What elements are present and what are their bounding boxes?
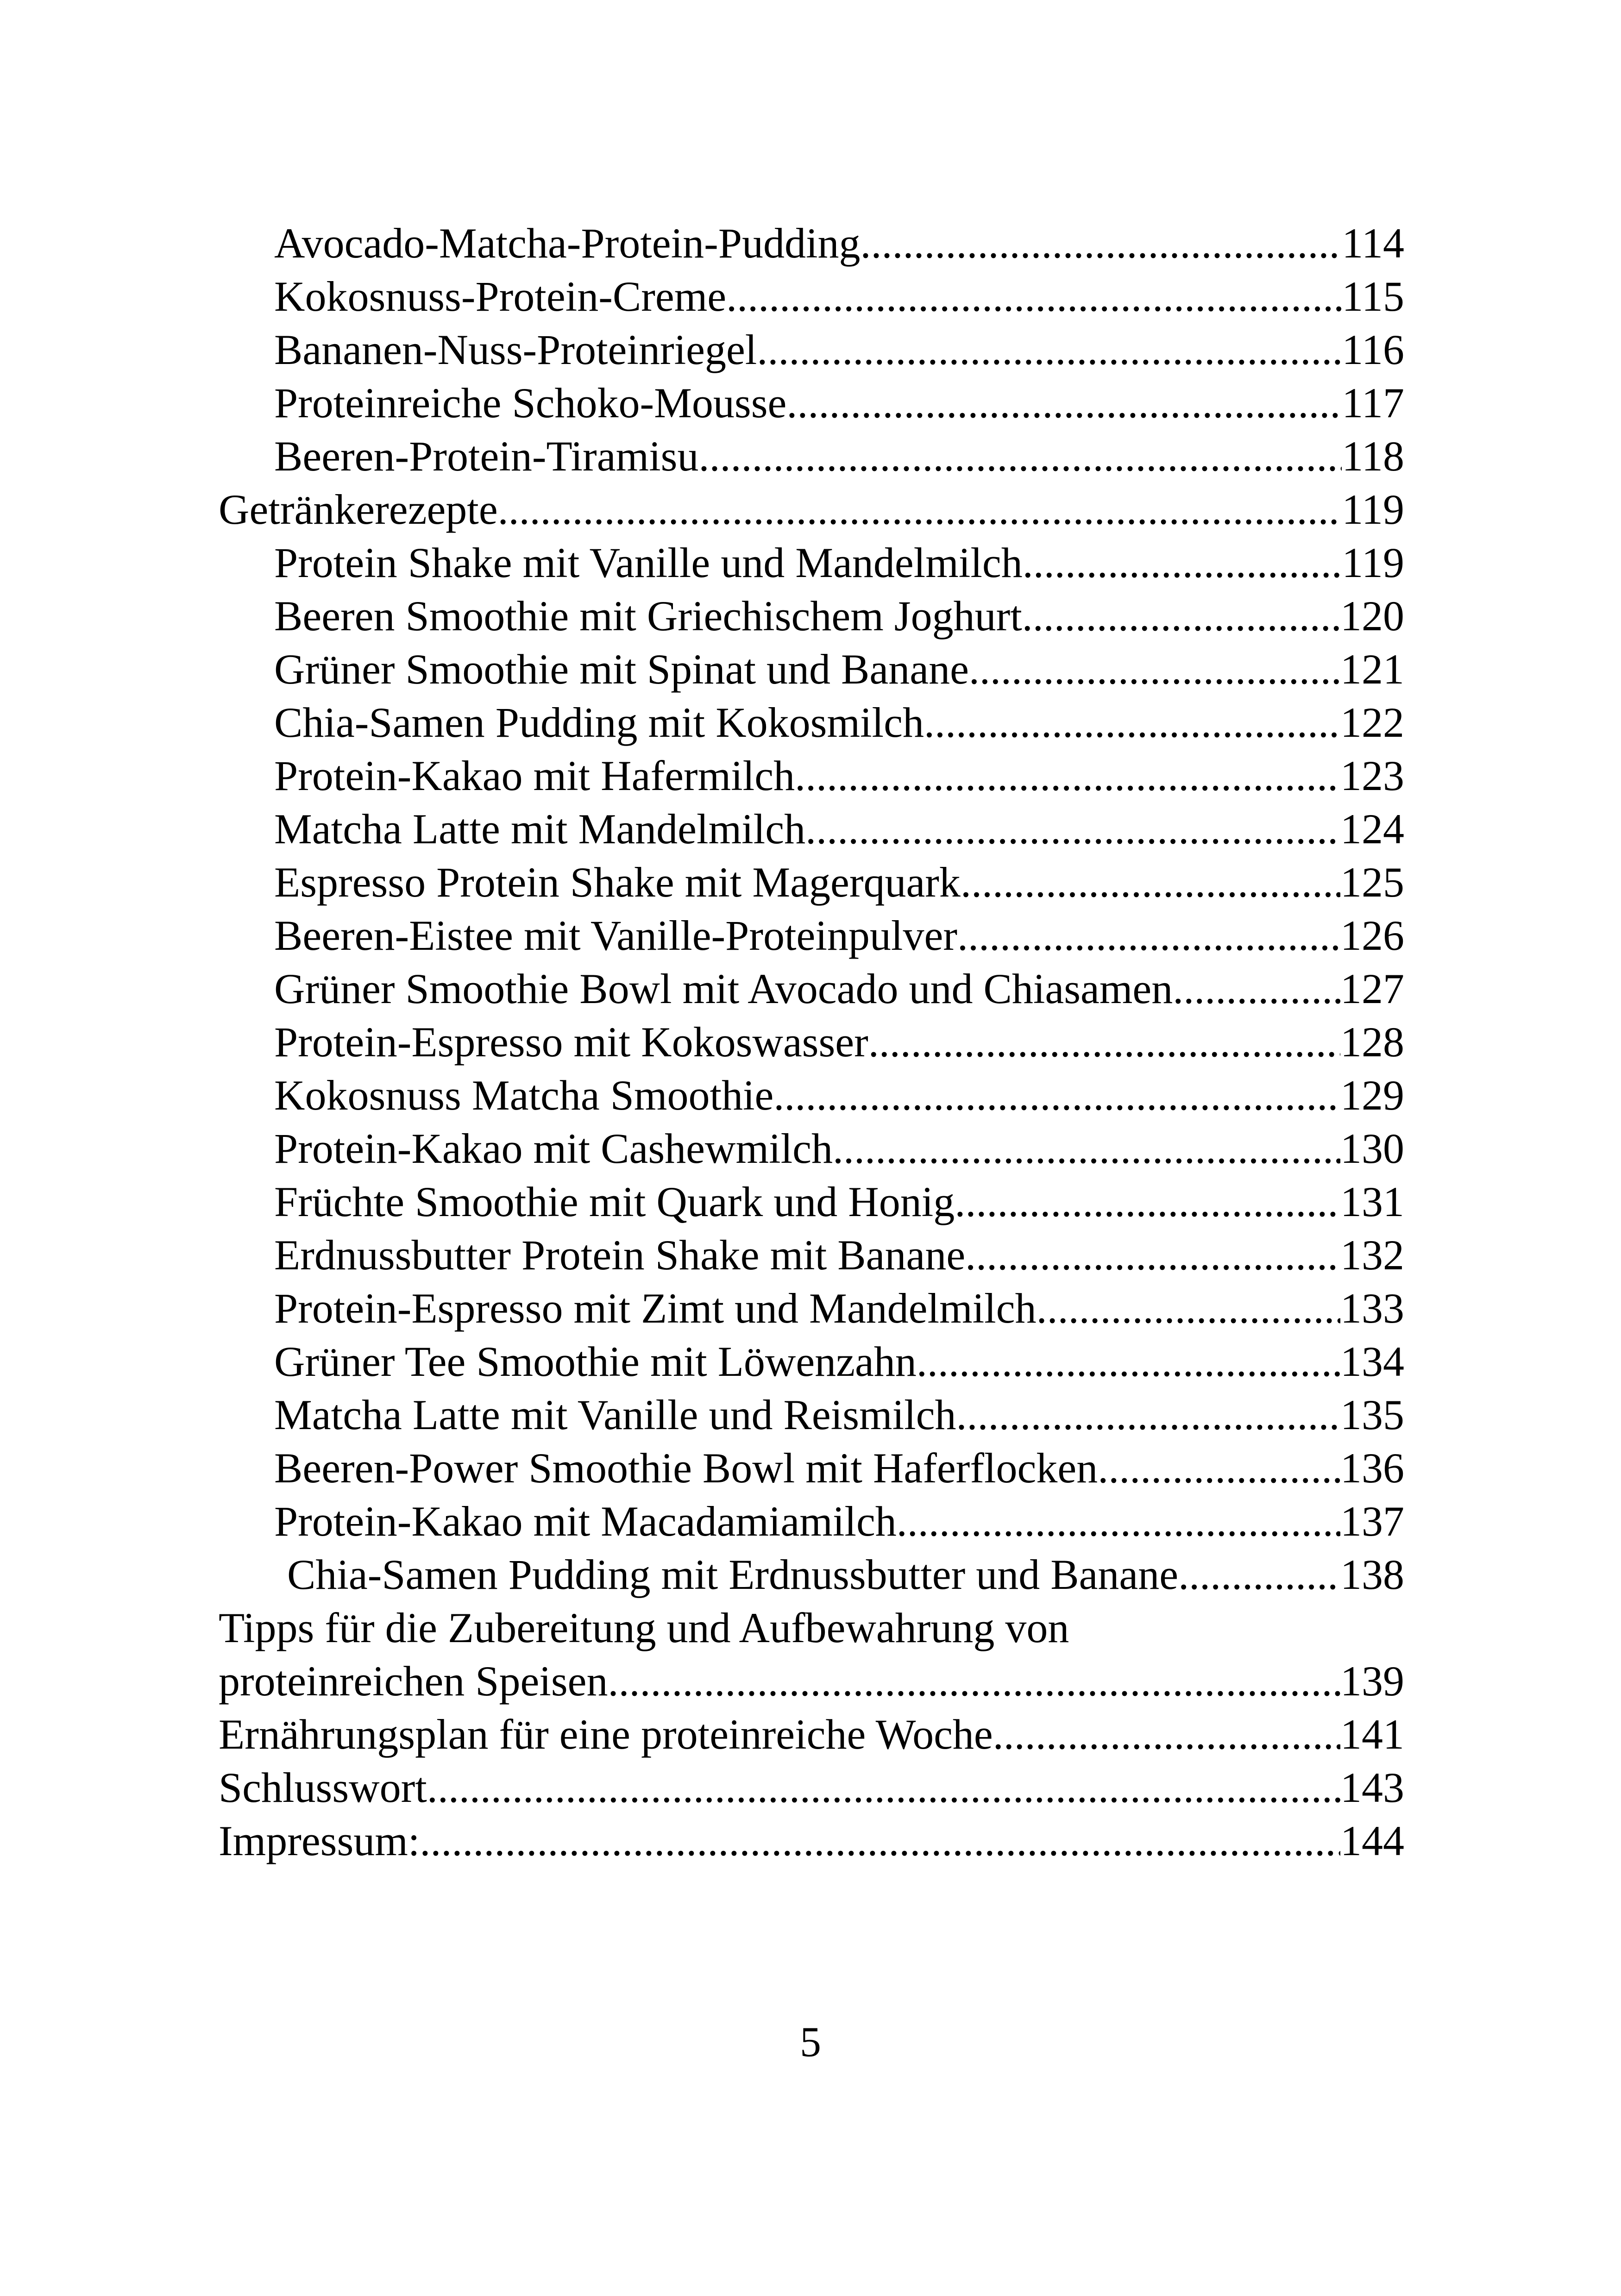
toc-entry	[219, 1175, 1404, 1229]
toc-entry-page: 125	[1340, 859, 1404, 906]
toc-dot-leader	[498, 483, 1342, 536]
toc-entry-page: 120	[1340, 592, 1404, 640]
toc-entry	[219, 1335, 1404, 1388]
toc-dot-leader	[1178, 1548, 1340, 1601]
toc-entry	[219, 1016, 1404, 1069]
toc-dot-leader	[965, 1229, 1340, 1282]
toc-entry	[219, 1388, 1404, 1442]
toc-dot-leader	[786, 376, 1342, 430]
toc-dot-leader	[1098, 1442, 1340, 1495]
toc-entry-title: Espresso Protein Shake mit Magerquark	[274, 859, 961, 906]
toc-entry	[219, 1495, 1404, 1548]
toc-dot-leader	[1022, 590, 1340, 643]
toc-entry-title: Getränkerezepte	[219, 486, 498, 533]
toc-entry-title: Grüner Smoothie Bowl mit Avocado und Chiasamen.	[274, 965, 1184, 1012]
toc-entry-title: Früchte Smoothie mit Quark und Honig	[274, 1178, 955, 1225]
toc-entry-page: 119	[1342, 539, 1404, 586]
toc-entry	[219, 376, 1404, 430]
toc-entry	[219, 909, 1404, 962]
toc-entry-title: Proteinreiche Schoko-Mousse	[274, 379, 787, 427]
toc-entry-title: Protein-Kakao mit Macadamiamilch	[274, 1498, 897, 1545]
toc-entry	[219, 483, 1404, 536]
toc-dot-leader	[961, 856, 1340, 909]
toc-entry-title: Chia-Samen Pudding mit Erdnussbutter und Banane	[287, 1551, 1179, 1598]
toc-entry	[219, 1814, 1404, 1868]
toc-entry-title: Grüner Tee Smoothie mit Löwenzahn	[274, 1338, 917, 1385]
toc-entry	[219, 962, 1404, 1016]
toc-dot-leader	[795, 749, 1340, 803]
toc-entry-title: Protein-Kakao mit Cashewmilch	[274, 1125, 833, 1172]
toc-entry	[219, 749, 1404, 803]
toc-entry-page: 129	[1340, 1072, 1404, 1119]
toc-dot-leader	[955, 1175, 1340, 1229]
toc-entry-page: 139	[1340, 1657, 1404, 1705]
toc-entry-page: 123	[1340, 752, 1404, 799]
toc-entry-title: Protein Shake mit Vanille und Mandelmilch	[274, 539, 1023, 586]
toc-dot-leader	[956, 1388, 1340, 1442]
toc-entry-page: 141	[1340, 1711, 1404, 1758]
toc-entry-page: 119	[1342, 486, 1404, 533]
toc-dot-leader	[868, 1016, 1340, 1069]
toc-entry-page: 114	[1342, 220, 1404, 267]
toc-entry-page: 131	[1340, 1178, 1404, 1225]
toc-entry-title: Matcha Latte mit Vanille und Reismilch	[274, 1391, 956, 1438]
toc-entry-title: Impressum:	[219, 1817, 420, 1864]
toc-entry	[219, 1069, 1404, 1122]
toc-entry-title: Protein-Espresso mit Zimt und Mandelmilch	[274, 1285, 1037, 1332]
toc-entry	[219, 217, 1404, 270]
toc-entry	[219, 536, 1404, 590]
toc-dot-leader	[698, 430, 1342, 483]
toc-entry-page: 124	[1340, 805, 1404, 853]
toc-entry	[219, 1282, 1404, 1335]
toc-entry-page: 117	[1342, 379, 1404, 427]
toc-dot-leader	[427, 1761, 1340, 1814]
toc-entry-page: 121	[1340, 646, 1404, 693]
toc-dot-leader	[420, 1814, 1340, 1868]
toc-entry-page: 136	[1340, 1444, 1404, 1492]
toc-dot-leader	[1183, 962, 1340, 1016]
toc-entry-title: Beeren-Protein-Tiramisu	[274, 433, 699, 480]
toc-entry-title: Protein-Kakao mit Hafermilch	[274, 752, 795, 799]
toc-entry	[219, 1761, 1404, 1814]
toc-entry-title: Kokosnuss Matcha Smoothie	[274, 1072, 774, 1119]
toc-entry-page: 116	[1342, 326, 1404, 373]
toc-entry	[219, 1229, 1404, 1282]
toc-dot-leader	[773, 1069, 1340, 1122]
toc-entry-page: 128	[1340, 1018, 1404, 1066]
toc-entry	[219, 696, 1404, 749]
toc-dot-leader	[726, 270, 1342, 323]
toc-dot-leader	[897, 1495, 1340, 1548]
toc-dot-leader	[608, 1655, 1341, 1708]
toc-dot-leader	[917, 1335, 1340, 1388]
toc-dot-leader	[993, 1708, 1340, 1761]
toc-dot-leader	[957, 909, 1340, 962]
toc-dot-leader	[861, 217, 1342, 270]
toc-entry	[219, 803, 1404, 856]
toc-entry-page: 132	[1340, 1231, 1404, 1279]
toc-entry-page: 122	[1340, 699, 1404, 746]
toc-entry	[219, 1708, 1404, 1761]
toc-entry	[219, 856, 1404, 909]
table-of-contents	[219, 217, 1404, 1868]
toc-entry-title: Schlusswort	[219, 1764, 427, 1811]
toc-entry	[219, 323, 1404, 376]
toc-entry	[219, 1601, 1404, 1655]
toc-entry	[219, 270, 1404, 323]
toc-dot-leader	[924, 696, 1340, 749]
toc-entry-title: Grüner Smoothie mit Spinat und Banane	[274, 646, 969, 693]
toc-entry-page: 118	[1342, 433, 1404, 480]
toc-entry-page: 115	[1342, 273, 1404, 320]
toc-entry	[219, 1548, 1404, 1601]
toc-entry-title: Bananen-Nuss-Proteinriegel	[274, 326, 757, 373]
toc-entry-page: 144	[1340, 1817, 1404, 1864]
toc-entry-page: 127	[1340, 965, 1404, 1012]
toc-entry	[219, 1442, 1404, 1495]
toc-entry-page: 134	[1340, 1338, 1404, 1385]
toc-entry-page: 130	[1340, 1125, 1404, 1172]
toc-dot-leader	[1037, 1282, 1340, 1335]
toc-entry	[219, 1122, 1404, 1175]
toc-entry-title: Chia-Samen Pudding mit Kokosmilch	[274, 699, 924, 746]
toc-dot-leader	[969, 643, 1340, 696]
toc-entry-page: 137	[1340, 1498, 1404, 1545]
toc-entry-title: Ernährungsplan für eine proteinreiche Woche	[219, 1711, 993, 1758]
toc-dot-leader	[833, 1122, 1340, 1175]
toc-entry	[219, 1655, 1404, 1708]
toc-entry-title: Erdnussbutter Protein Shake mit Banane	[274, 1231, 966, 1279]
toc-entry	[219, 430, 1404, 483]
toc-entry-page: 138	[1340, 1551, 1404, 1598]
toc-entry-title: proteinreichen Speisen	[219, 1657, 608, 1705]
toc-entry-title: Beeren-Power Smoothie Bowl mit Haferflocken	[274, 1444, 1098, 1492]
toc-entry-page: 143	[1340, 1764, 1404, 1811]
toc-entry-title: Beeren-Eistee mit Vanille-Proteinpulver	[274, 912, 957, 959]
toc-entry-page: 133	[1340, 1285, 1404, 1332]
toc-entry-title: Tipps für die Zubereitung und Aufbewahrung von	[219, 1604, 1069, 1651]
toc-dot-leader	[757, 323, 1342, 376]
page-number: 5	[800, 2018, 821, 2065]
toc-entry	[219, 643, 1404, 696]
toc-dot-leader	[805, 803, 1340, 856]
toc-entry-title: Protein-Espresso mit Kokoswasser	[274, 1018, 868, 1066]
toc-entry-title: Beeren Smoothie mit Griechischem Joghurt	[274, 592, 1022, 640]
toc-entry	[219, 590, 1404, 643]
toc-entry-title: Kokosnuss-Protein-Creme	[274, 273, 727, 320]
toc-entry-title: Matcha Latte mit Mandelmilch	[274, 805, 806, 853]
toc-entry-title: Avocado-Matcha-Protein-Pudding	[274, 220, 861, 267]
toc-dot-leader	[1023, 536, 1342, 590]
toc-entry-page: 126	[1340, 912, 1404, 959]
toc-entry-page: 135	[1340, 1391, 1404, 1438]
